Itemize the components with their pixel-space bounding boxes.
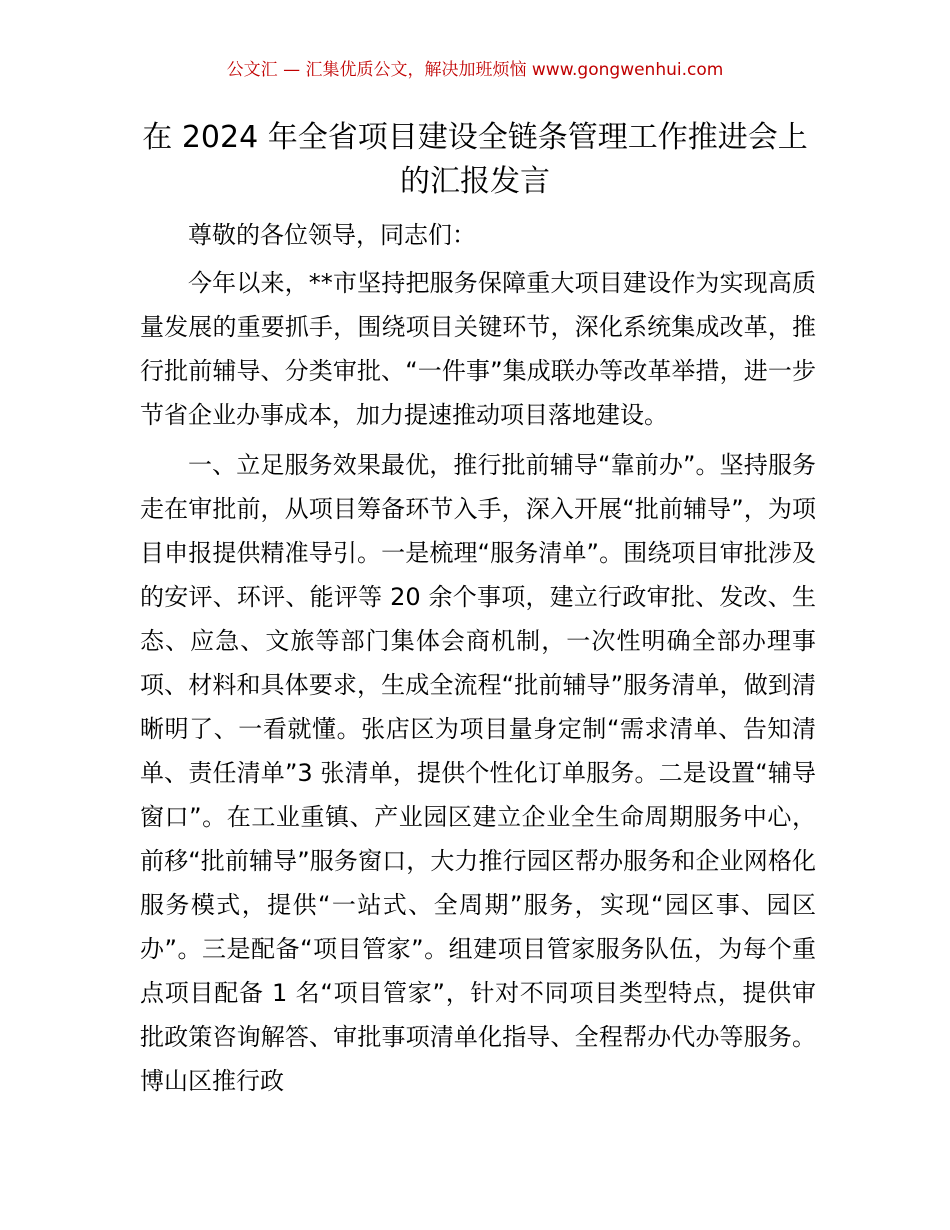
salutation: 尊敬的各位领导，同志们： (188, 221, 476, 249)
header-banner: 公文汇 — 汇集优质公文，解决加班烦恼 www.gongwenhui.com (226, 60, 724, 80)
document-title: 在 2024 年全省项目建设全链条管理工作推进会上的汇报发言 (142, 120, 808, 199)
paragraph-intro: 今年以来，**市坚持把服务保障重大项目建设作为实现高质量发展的重要抓手，围绕项目关键环节，深化系统集成改革，推行批前辅导、分类审批、“一件事”集成联办等改革举措，进一步节省企业办事成本，加力提速推动项目落地建设。 (140, 269, 816, 429)
document-body (140, 213, 816, 1109)
paragraph-section-one: 一、立足服务效果最优，推行批前辅导“靠前办”。坚持服务走在审批前，从项目筹备环节入手，深入开展“批前辅导”，为项目申报提供精准导引。一是梳理“服务清单”。围绕项目审批涉及的安评、环评、能评等 20 余个事项，建立行政审批、发改、生态、应急、文旅等部门集体会商机制，一次性明确全部办理事项、材料和具体要求，生成全流程“批前辅导”服务清单，做到清晰明了、一看就懂。张店区为项目量身定制“需求清单、告知清单、责任清单”3 张清单，提供个性化订单服务。二是设置“辅导窗口”。在工业重镇、产业园区建立企业全生命周期服务中心，前移“批前辅导”服务窗口，大力推行园区帮办服务和企业网格化服务模式，提供“一站式、全周期”服务，实现“园区事、园区办”。三是配备“项目管家”。组建项目管家服务队伍，为每个重点项目配备 1 名“项目管家”，针对不同项目类型特点，提供审批政策咨询解答、审批事项清单化指导、全程帮办代办等服务。博山区推行政 (140, 451, 816, 1095)
